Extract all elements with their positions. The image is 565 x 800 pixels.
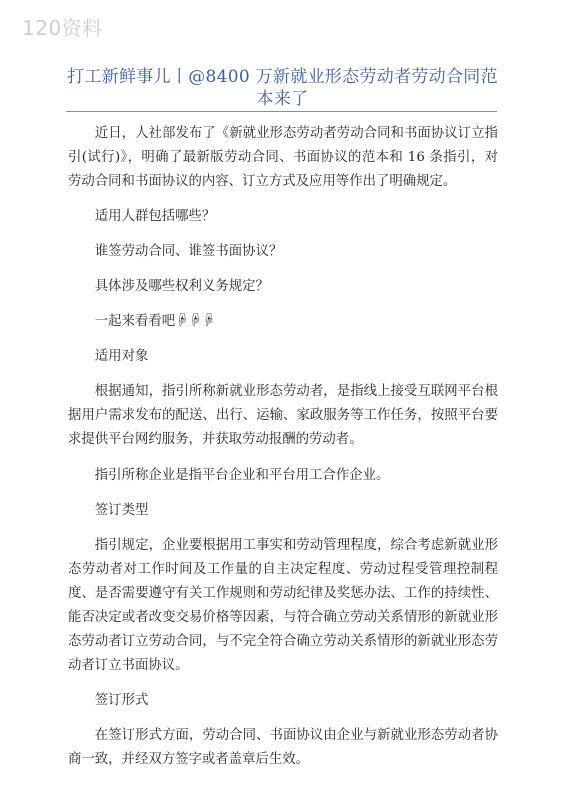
document-body: [68, 122, 498, 772]
watermark-logo: 120资料: [22, 16, 103, 40]
title-divider: [66, 111, 497, 112]
document-title: 打工新鲜事儿丨@8400 万新就业形态劳动者劳动合同范本来了: [67, 67, 498, 109]
paragraph-type: 指引规定，企业要根据用工事实和劳动管理程度，综合考虑新就业形态劳动者对工作时间及工作量的自主决定程度、劳动过程受管理控制程度、是否需要遵守有关工作规则和劳动纪律及奖惩办法、工作的持续性、能否决定或者改变交易价格等因素，与符合确立劳动关系情形的新就业形态劳动者订立劳动合同，与不完全符合确立劳动关系情形的新就业形态劳动者订立书面协议。: [68, 538, 498, 673]
section-heading-type: 签订类型: [94, 503, 149, 518]
paragraph-scope: 根据通知，指引所称新就业形态劳动者，是指线上接受互联网平台根据用户需求发布的配送、出行、运输、家政服务等工作任务，按照平台要求提供平台网约服务，并获取劳动报酬的劳动者。: [68, 384, 498, 447]
paragraph-lead-in: 一起来看看吧☟☟☟: [94, 314, 216, 329]
paragraph-question-2: 谁签劳动合同、谁签书面协议？: [94, 244, 283, 259]
paragraph-intro: 近日，人社部发布了《新就业形态劳动者劳动合同和书面协议订立指引(试行)》，明确了最新版劳动合同、书面协议的范本和 16 条指引，对劳动合同和书面协议的内容、订立方式及应用等作出了明确规定。: [68, 126, 498, 189]
section-heading-form: 签订形式: [94, 693, 149, 708]
paragraph-enterprise: 指引所称企业是指平台企业和平台用工合作企业。: [94, 468, 390, 483]
section-heading-scope: 适用对象: [94, 349, 149, 364]
paragraph-question-1: 适用人群包括哪些？: [94, 209, 216, 224]
paragraph-question-3: 具体涉及哪些权利义务规定？: [94, 279, 269, 294]
paragraph-form: 在签订形式方面，劳动合同、书面协议由企业与新就业形态劳动者协商一致，并经双方签字或者盖章后生效。: [68, 728, 498, 767]
